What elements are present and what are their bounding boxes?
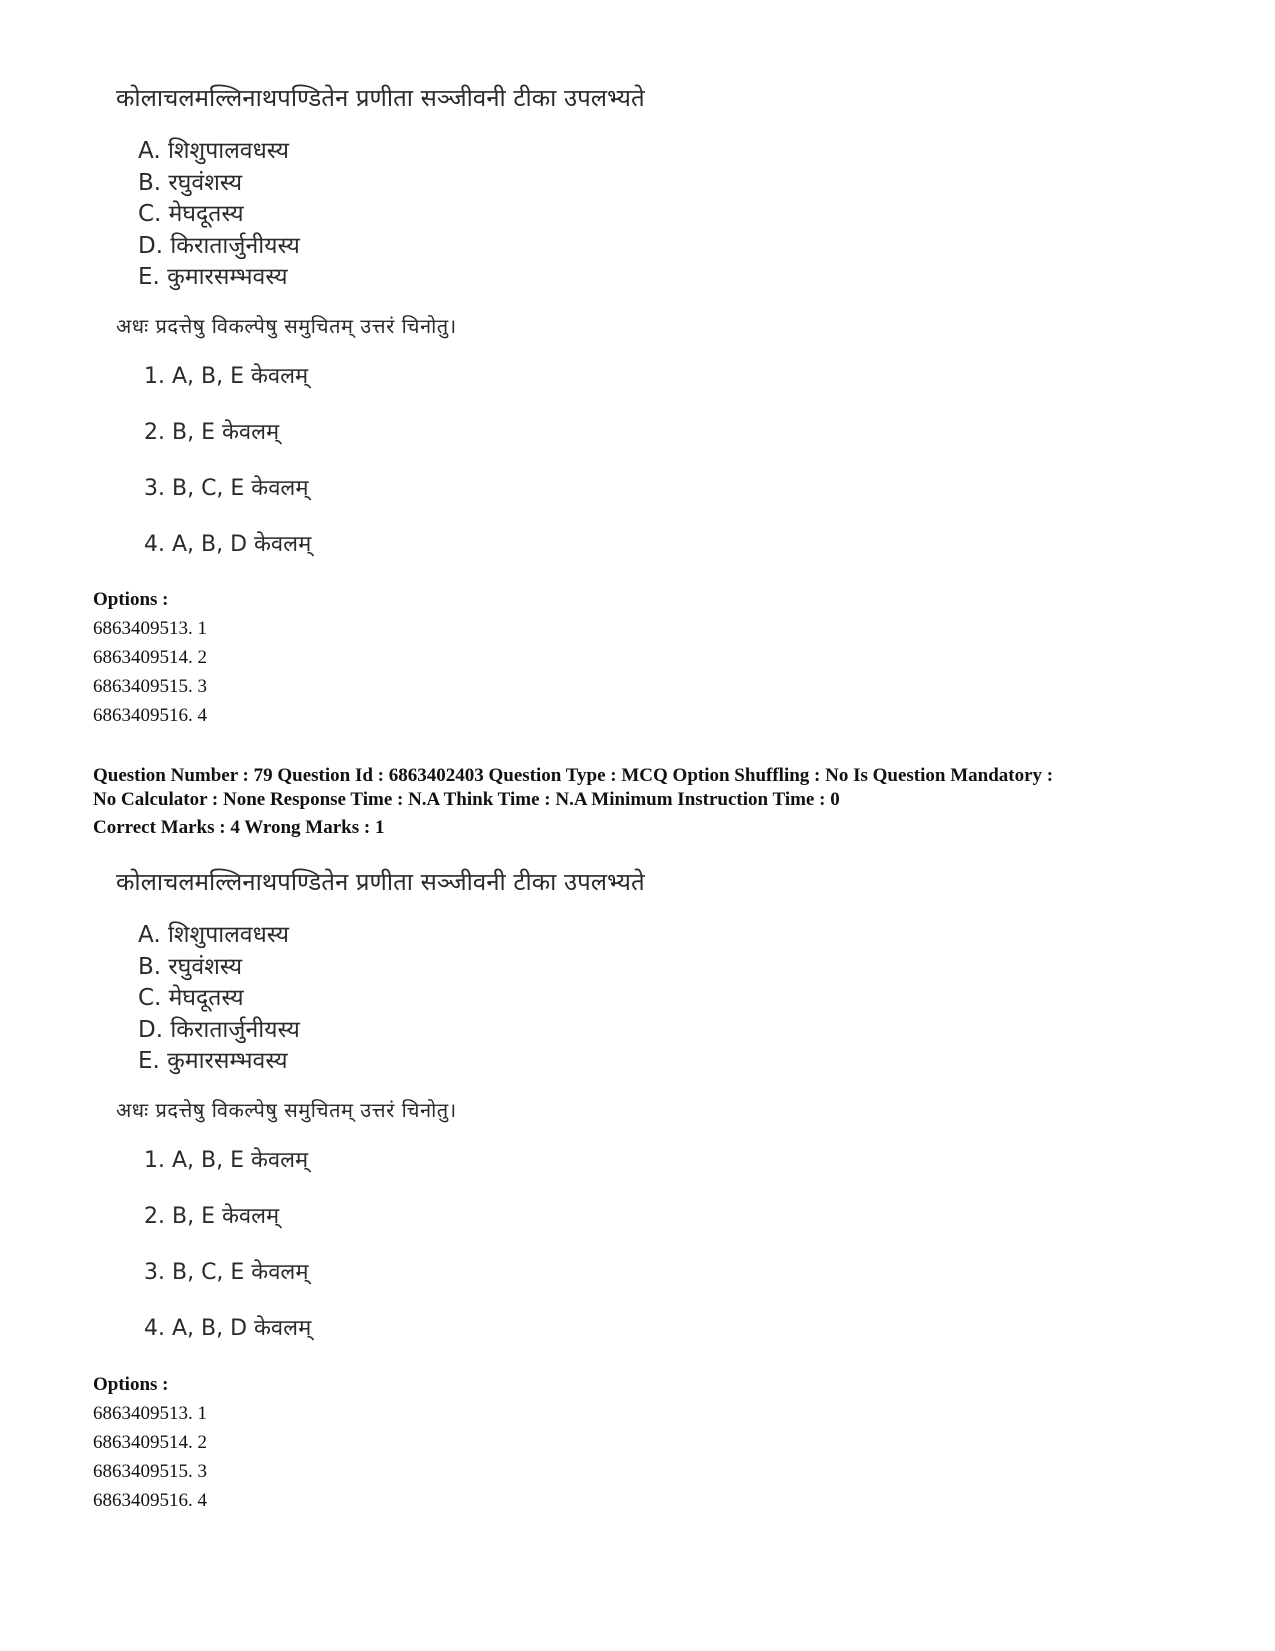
statement-item: A. शिशुपालवधस्य	[138, 138, 290, 164]
choice-item: 1. A, B, E केवलम्	[144, 1147, 309, 1173]
choice-list	[144, 1146, 756, 1370]
choice-item: 2. B, E केवलम्	[144, 419, 280, 445]
choice-item: 2. B, E केवलम्	[144, 1203, 280, 1229]
statement-item: E. कुमारसम्भवस्य	[138, 264, 288, 290]
statement-item: E. कुमारसम्भवस्य	[138, 1048, 288, 1074]
statement-item: B. रघुवंशस्य	[138, 953, 243, 980]
statement-list	[138, 920, 756, 1078]
question-image-2	[116, 866, 756, 1370]
statement-item: D. किरातार्जुनीयस्य	[138, 1016, 300, 1043]
question-instruction: अधः प्रदत्तेषु विकल्पेषु समुचितम् उत्तरं चिनोतु।	[116, 313, 457, 338]
choice-item: 4. A, B, D केवलम्	[144, 1315, 312, 1341]
option-item: 6863409516. 4	[93, 705, 207, 726]
options-list	[93, 1399, 207, 1515]
question-image-1	[116, 82, 756, 586]
options-label: Options :	[93, 1374, 169, 1395]
options-label: Options :	[93, 589, 169, 610]
question-meta	[93, 764, 1203, 840]
choice-item: 3. B, C, E केवलम्	[144, 1259, 309, 1285]
question-meta-line: No Calculator : None Response Time : N.A Think Time : N.A Minimum Instruction Time : 0	[93, 789, 840, 810]
statement-item: C. मेघदूतस्य	[138, 985, 244, 1011]
choice-item: 4. A, B, D केवलम्	[144, 531, 312, 557]
option-item: 6863409513. 1	[93, 618, 207, 639]
option-item: 6863409516. 4	[93, 1490, 207, 1511]
question-instruction: अधः प्रदत्तेषु विकल्पेषु समुचितम् उत्तरं चिनोतु।	[116, 1097, 457, 1122]
question-stem: कोलाचलमल्लिनाथपण्डितेन प्रणीता सञ्जीवनी टीका उपलभ्यते	[116, 868, 645, 896]
choice-item: 3. B, C, E केवलम्	[144, 475, 309, 501]
option-item: 6863409515. 3	[93, 1461, 207, 1482]
statement-item: A. शिशुपालवधस्य	[138, 922, 290, 948]
options-section-1	[93, 586, 207, 730]
choice-list	[144, 362, 756, 586]
option-item: 6863409515. 3	[93, 676, 207, 697]
option-item: 6863409514. 2	[93, 647, 207, 668]
statement-item: C. मेघदूतस्य	[138, 201, 244, 227]
question-meta-line: Question Number : 79 Question Id : 6863402403 Question Type : MCQ Option Shuffling : No Is Question Mandatory :	[93, 765, 1054, 786]
question-stem: कोलाचलमल्लिनाथपण्डितेन प्रणीता सञ्जीवनी टीका उपलभ्यते	[116, 84, 645, 112]
options-section-2	[93, 1371, 207, 1515]
statement-item: D. किरातार्जुनीयस्य	[138, 232, 300, 259]
statement-item: B. रघुवंशस्य	[138, 169, 243, 196]
choice-item: 1. A, B, E केवलम्	[144, 363, 309, 389]
statement-list	[138, 136, 756, 294]
options-list	[93, 614, 207, 730]
option-item: 6863409513. 1	[93, 1403, 207, 1424]
marks-line: Correct Marks : 4 Wrong Marks : 1	[93, 817, 385, 838]
option-item: 6863409514. 2	[93, 1432, 207, 1453]
